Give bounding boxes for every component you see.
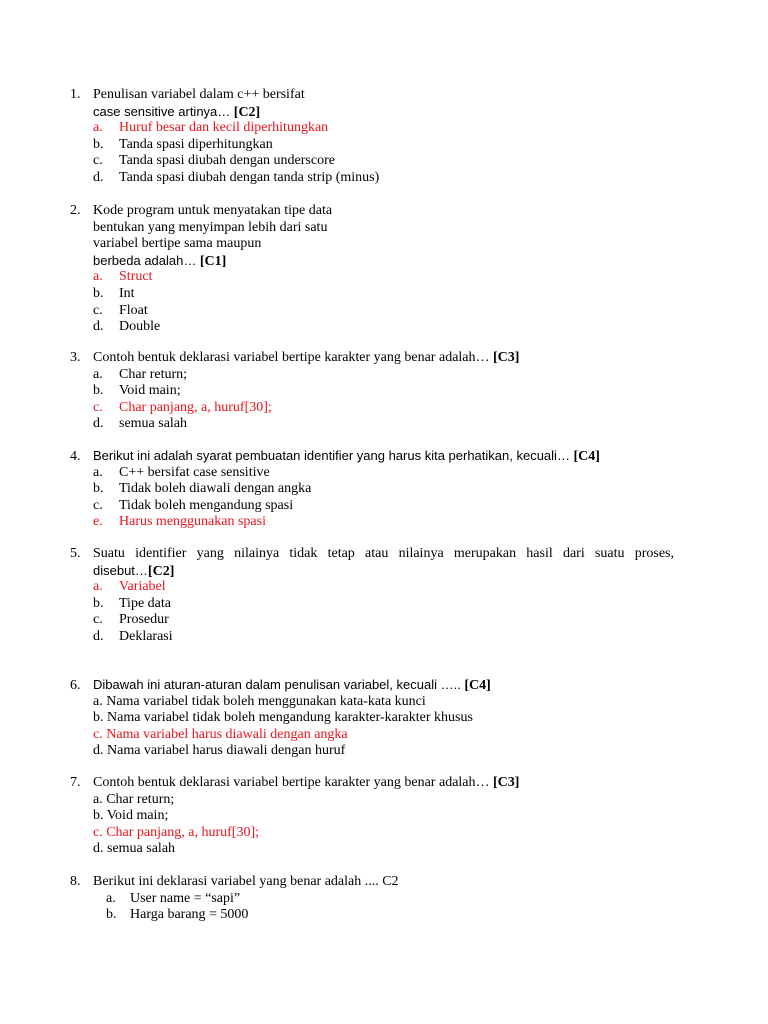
question-stem: Contoh bentuk deklarasi variabel bertipe karakter yang benar adalah… <box>93 775 490 790</box>
question-number: 2. <box>70 203 81 218</box>
question-3 <box>70 350 680 433</box>
option-c: c. Char panjang, a, huruf[30]; <box>93 824 260 840</box>
question-stem: Dibawah ini aturan-aturan dalam penulisan variabel, kecuali ….. <box>93 677 461 692</box>
option-c: c. Tidak boleh mengandung spasi <box>93 497 294 513</box>
question-stem: Berikut ini adalah syarat pembuatan identifier yang harus kita perhatikan, kecuali… <box>93 448 570 463</box>
cognitive-level-tag: [C3] <box>493 775 520 790</box>
question-stem: disebut… <box>93 562 148 578</box>
cognitive-level-tag: [C2] <box>147 563 175 579</box>
cognitive-level-tag: [C2] <box>233 104 261 120</box>
option-a: a. C++ bersifat case sensitive <box>93 464 270 480</box>
option-d: d. semua salah <box>93 841 176 857</box>
question-number: 4. <box>70 449 81 464</box>
cognitive-level-tag: [C1] <box>199 253 227 269</box>
question-stem: Berikut ini deklarasi variabel yang benar adalah .... C2 <box>93 874 399 889</box>
question-number: 3. <box>70 350 81 365</box>
option-b: b. Tanda spasi diperhitungkan <box>93 136 273 152</box>
question-stem: variabel bertipe sama maupun <box>93 236 262 252</box>
question-number: 8. <box>70 874 81 889</box>
question-stem: berbeda adalah… <box>93 252 197 268</box>
option-a: a. Char return; <box>93 791 175 807</box>
question-number: 7. <box>70 775 81 790</box>
question-stem: Suatu identifier yang nilainya tidak tetap atau nilainya merupakan hasil dari suatu proses, <box>93 546 674 561</box>
cognitive-level-tag: [C3] <box>493 350 520 365</box>
question-stem: Kode program untuk menyatakan tipe data <box>93 203 333 218</box>
option-c: c. Tanda spasi diubah dengan underscore <box>93 153 335 169</box>
option-d: d. semua salah <box>93 416 188 432</box>
option-c: c. Prosedur <box>93 612 169 628</box>
option-b: b. Nama variabel tidak boleh mengandung karakter-karakter khusus <box>93 710 473 726</box>
option-b: b. Tipe data <box>93 595 171 611</box>
question-4 <box>70 448 680 531</box>
question-number: 6. <box>70 678 81 693</box>
option-c: c. Float <box>93 302 148 318</box>
question-1 <box>70 87 680 187</box>
question-8 <box>70 874 680 924</box>
question-7 <box>70 775 680 858</box>
question-stem: bentukan yang menyimpan lebih dari satu <box>93 219 328 235</box>
question-stem: Penulisan variabel dalam c++ bersifat <box>93 87 305 102</box>
option-d: d. Tanda spasi diubah dengan tanda strip (minus) <box>93 169 380 185</box>
option-d: d. Double <box>93 319 161 335</box>
option-d: d. Deklarasi <box>93 628 173 644</box>
option-a: a. Struct <box>93 269 153 285</box>
option-c: c. Char panjang, a, huruf[30]; <box>93 399 272 415</box>
option-b: b. Void main; <box>93 808 169 824</box>
question-2 <box>70 203 680 336</box>
question-stem: Contoh bentuk deklarasi variabel bertipe karakter yang benar adalah… <box>93 350 490 365</box>
cognitive-level-tag: [C4] <box>464 678 491 693</box>
option-e: e. Harus menggunakan spasi <box>93 514 266 530</box>
option-a: a. User name = “sapi” <box>106 890 241 906</box>
option-b: b. Void main; <box>93 383 181 399</box>
question-6 <box>70 677 680 760</box>
question-number: 1. <box>70 87 81 102</box>
option-b: b. Tidak boleh diawali dengan angka <box>93 481 312 497</box>
option-a: a. Nama variabel tidak boleh menggunakan kata-kata kunci <box>93 693 426 709</box>
question-stem: case sensitive artinya… <box>93 103 231 119</box>
option-b: b. Int <box>93 285 135 301</box>
option-a: a. Huruf besar dan kecil diperhitungkan <box>93 120 329 136</box>
option-d: d. Nama variabel harus diawali dengan huruf <box>93 743 346 759</box>
option-a: a. Char return; <box>93 366 188 382</box>
cognitive-level-tag: [C4] <box>573 449 600 464</box>
option-a: a. Variabel <box>93 579 166 595</box>
option-b: b. Harga barang = 5000 <box>106 907 249 923</box>
question-number: 5. <box>70 546 81 561</box>
option-c: c. Nama variabel harus diawali dengan angka <box>93 726 348 742</box>
question-5 <box>70 546 680 646</box>
